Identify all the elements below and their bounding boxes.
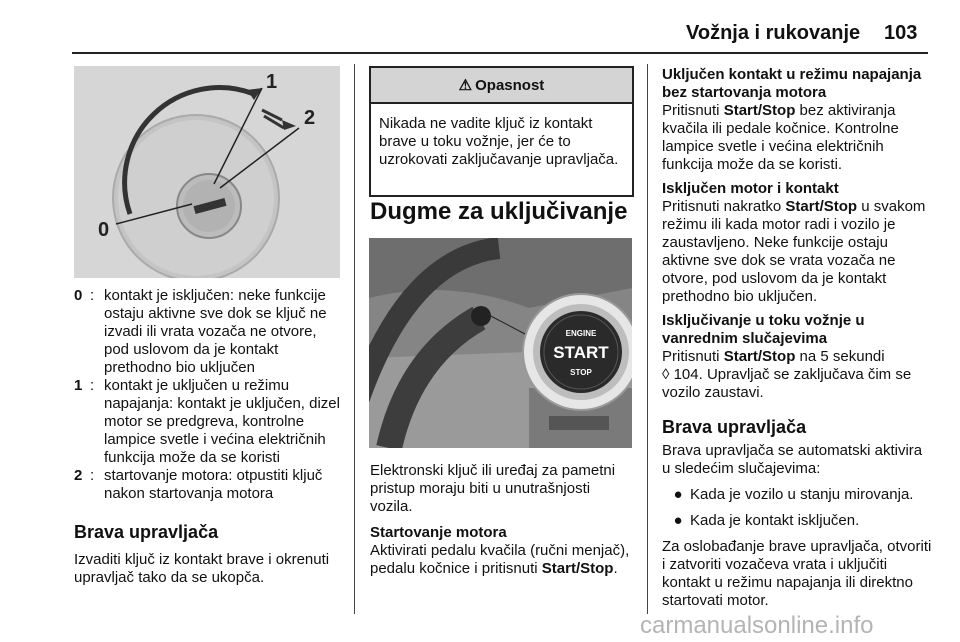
section-heading: Dugme za uključivanje: [370, 198, 628, 225]
legend-text: kontakt je uključen u režimu napajanja: kontakt je uključen, dizel motor se predgreva, kontrolne lampice svetle i većina električnih funkcija može da se koristi: [104, 377, 340, 466]
bullet-icon: ●: [673, 512, 683, 529]
bullet-text: Kada je kontakt isključen.: [690, 512, 860, 529]
legend-text: startovanje motora: otpustiti ključ nakon startovanja motora: [104, 467, 323, 502]
text-run: Pritisnuti: [662, 348, 720, 365]
legend-item: [74, 467, 342, 503]
start-stop-illustration: [369, 238, 632, 448]
header-rule: [72, 52, 928, 54]
ignition-lock-illustration: [74, 66, 340, 278]
bullet-item: [666, 486, 932, 504]
column-2-heading: [370, 198, 636, 225]
text-run: Aktivirati pedalu kvačila (ručni menjač), pedalu kočnice i pritisnuti: [370, 542, 630, 577]
text-run: na 5 sekundi: [799, 348, 885, 365]
warning-title: Opasnost: [475, 76, 545, 94]
legend-sep: :: [90, 377, 95, 394]
text-run: u svakom režimu ili kada motor radi i vozilo je zaustavljeno. Neke funkcije ostaju aktivne sve dok se vrata vozača ne otvore, pod uslovom da je kontakt prethodno bio uključen.: [662, 198, 926, 305]
column-1: [74, 287, 342, 587]
section-heading: Brava upravljača: [74, 522, 219, 542]
column-divider-2: [647, 64, 648, 614]
legend-text: kontakt je isključen: neke funkcije ostaju aktivne sve dok se ključ ne izvadi ili vrata vozača ne otvore, pod uslovom da je kontakt prethodno bio uključen: [104, 287, 327, 376]
paragraph: [662, 348, 932, 402]
legend-sep: :: [90, 287, 95, 304]
stop-label: STOP: [570, 368, 592, 377]
section-heading: Brava upravljača: [662, 417, 807, 437]
chapter-title: Vožnja i rukovanje: [686, 22, 861, 44]
paragraph: Elektronski ključ ili uređaj za pametni pristup moraju biti u unutrašnjosti vozila.: [370, 462, 616, 515]
column-2: [370, 462, 636, 578]
start-stop-ref: Start/Stop: [785, 198, 858, 215]
text-run: bez aktiviranja kvačila ili pedale kočnice. Kontrolne lampice svetle i većina električnih funkcija može da se koristi.: [662, 102, 899, 173]
paragraph: Izvaditi ključ iz kontakt brave i okrenuti upravljač tako da se ukopča.: [74, 551, 330, 586]
text-run: .: [613, 560, 618, 577]
warning-box: [369, 66, 634, 197]
text-run: Pritisnuti: [662, 102, 720, 119]
paragraph: [662, 198, 932, 306]
paragraph: [662, 102, 932, 174]
legend-key: 0: [74, 287, 83, 304]
warning-triangle-icon: ⚠: [458, 77, 473, 94]
warning-text: Nikada ne vadite ključ iz kontakt brave u toku vožnje, jer će to uzrokovati zaključavanje upravljača.: [379, 115, 619, 168]
subheading: Uključen kontakt u režimu napajanja bez startovanja motora: [662, 66, 922, 101]
subheading: Isključen motor i kontakt: [662, 180, 839, 197]
page-number: 103: [884, 22, 918, 44]
paragraph: Brava upravljača se automatski aktivira u sledećim slučajevima:: [662, 442, 923, 477]
start-stop-ref: Start/Stop: [541, 560, 614, 577]
start-stop-ref: Start/Stop: [723, 348, 796, 365]
legend-sep: :: [90, 467, 95, 484]
start-stop-ref: Start/Stop: [723, 102, 796, 119]
page-reference-icon: ◊: [662, 366, 670, 383]
page-reference: 104. Upravljač se zaključava čim se vozilo zaustavi.: [662, 366, 912, 401]
start-label: START: [553, 343, 609, 362]
legend-item: [74, 287, 342, 377]
position-label-2: 2: [304, 107, 316, 129]
legend-item: [74, 377, 342, 467]
bullet-icon: ●: [673, 486, 683, 503]
text-run: Pritisnuti nakratko: [662, 198, 782, 215]
column-divider-1: [354, 64, 355, 614]
watermark: carmanualsonline.info: [640, 612, 874, 639]
engine-label: ENGINE: [565, 329, 597, 338]
column-3: [662, 66, 932, 610]
paragraph: [370, 542, 636, 578]
warning-header: [371, 68, 632, 104]
bullet-item: [666, 512, 932, 530]
bullet-text: Kada je vozilo u stanju mirovanja.: [690, 486, 914, 503]
subheading: Startovanje motora: [370, 524, 507, 541]
subheading: Isključivanje u toku vožnje u vanrednim slučajevima: [662, 312, 865, 347]
paragraph: Za oslobađanje brave upravljača, otvoriti i zatvoriti vozačeva vrata i uključiti kontakt u režimu napajanja ili direktno startovati motor.: [662, 538, 932, 609]
legend-key: 2: [74, 467, 83, 484]
legend-key: 1: [74, 377, 83, 394]
position-label-1: 1: [266, 71, 278, 93]
position-label-0: 0: [98, 219, 110, 241]
